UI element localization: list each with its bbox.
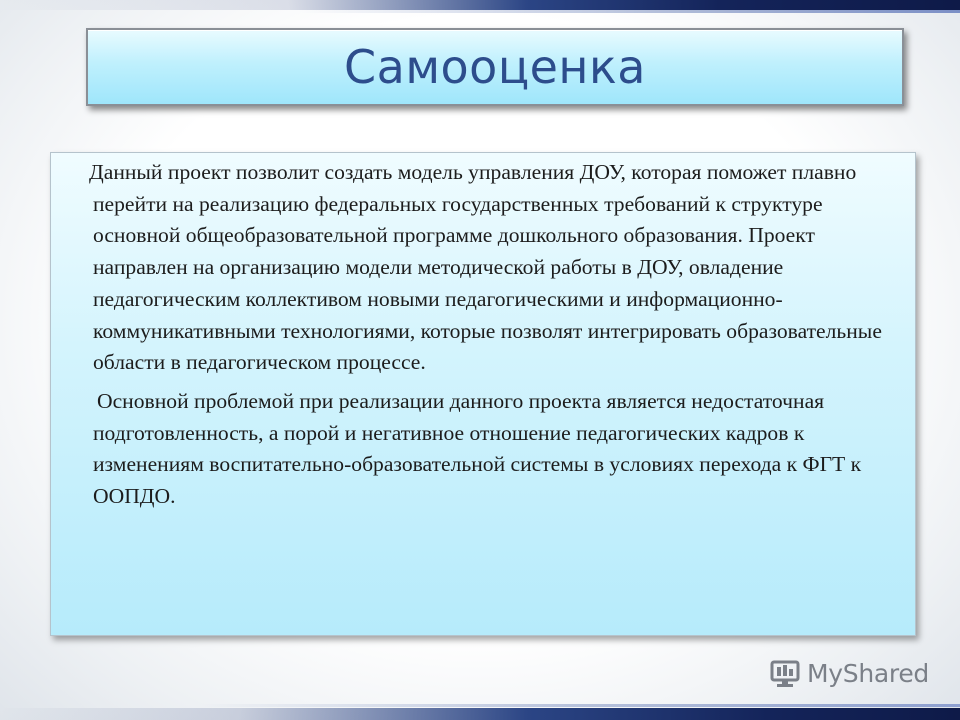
myshared-logo-icon [769, 657, 801, 689]
title-box [86, 28, 904, 106]
paragraph-2 [93, 386, 907, 513]
top-decorative-line [300, 10, 960, 13]
top-decorative-band [0, 0, 960, 10]
paragraph-2-text: Основной проблемой при реализации данного проекта является недостаточная подготовленность, а порой и негативное отношение педагогических кадров к изменениям воспитательно-образовательной системы в условиях перехода к ФГТ к ООПДО. [93, 388, 862, 509]
paragraph-1: Данный проект позволит создать модель управления ДОУ, которая поможет плавно перейти на реализацию федеральных государственных требований к структуре основной общеобразовательной программе дошкольного образования. Проект направлен на организацию модели методической работы в ДОУ, овладение педагогическим коллективом новыми педагогическими и информационно-коммуникативными технологиями, которые позволят интегрировать образовательные области в педагогическом процессе. [89, 160, 882, 375]
bottom-decorative-band [0, 708, 960, 720]
watermark [769, 655, 929, 691]
content-box [50, 152, 916, 636]
slide-title: Самооценка [344, 40, 646, 94]
bottom-decorative-line [200, 704, 960, 707]
watermark-text: MyShared [807, 658, 929, 688]
